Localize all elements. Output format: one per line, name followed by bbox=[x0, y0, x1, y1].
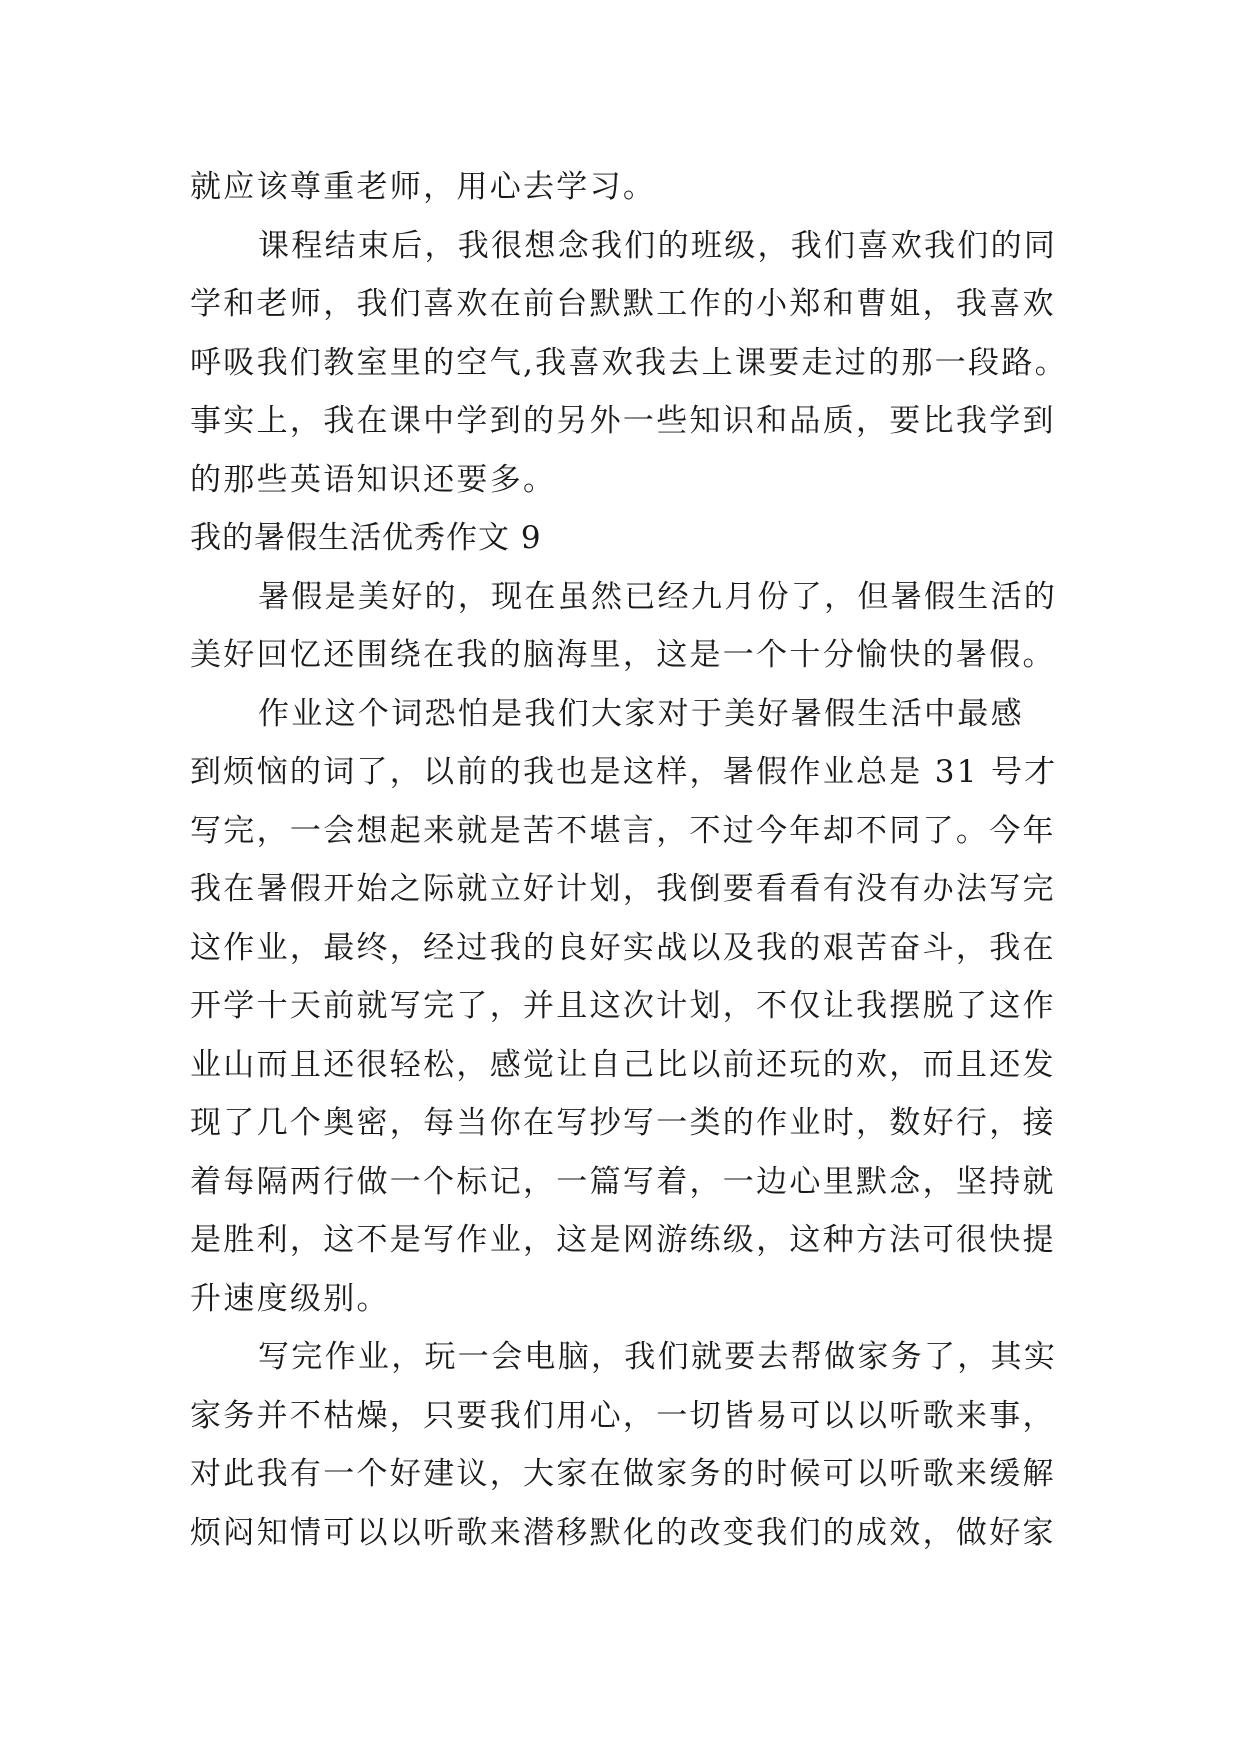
text-line: 写完，一会想起来就是苦不堪言，不过今年却不同了。今年 bbox=[190, 812, 1056, 849]
paragraph-start-line: 作业这个词恐怕是我们大家对于美好暑假生活中最感 bbox=[258, 695, 1024, 732]
text-line: 着每隔两行做一个标记，一篇写着，一边心里默念，坚持就 bbox=[190, 1163, 1056, 1200]
text-line: 事实上，我在课中学到的另外一些知识和品质，要比我学到 bbox=[190, 403, 1056, 439]
text-line: 就应该尊重老师，用心去学习。 bbox=[190, 169, 657, 205]
text-line: 呼吸我们教室里的空气,我喜欢我去上课要走过的那一段路。 bbox=[190, 344, 1068, 381]
text-line: 家务并不枯燥，只要我们用心，一切皆易可以以听歌来事， bbox=[190, 1397, 1056, 1434]
paragraph-start-line: 课程结束后，我很想念我们的班级，我们喜欢我们的同 bbox=[258, 227, 1058, 264]
text-line: 业山而且还很轻松，感觉让自己比以前还玩的欢，而且还发 bbox=[190, 1046, 1056, 1083]
document-page bbox=[190, 158, 1068, 1562]
text-line: 对此我有一个好建议，大家在做家务的时候可以听歌来缓解 bbox=[190, 1456, 1056, 1492]
text-line: 是胜利，这不是写作业，这是网游练级，这种方法可很快提 bbox=[190, 1222, 1056, 1258]
text-line: 的那些英语知识还要多。 bbox=[190, 461, 557, 498]
text-line: 到烦恼的词了，以前的我也是这样，暑假作业总是 31 号才 bbox=[190, 754, 1058, 790]
section-heading: 我的暑假生活优秀作文 9 bbox=[190, 520, 542, 556]
text-line: 学和老师，我们喜欢在前台默默工作的小郑和曹姐，我喜欢 bbox=[190, 286, 1056, 322]
text-line: 烦闷知情可以以听歌来潜移默化的改变我们的成效，做好家 bbox=[190, 1514, 1056, 1551]
text-line: 现了几个奥密，每当你在写抄写一类的作业时，数好行，接 bbox=[190, 1105, 1056, 1141]
text-line: 这作业，最终，经过我的良好实战以及我的艰苦奋斗，我在 bbox=[190, 929, 1056, 966]
text-line: 美好回忆还围绕在我的脑海里，这是一个十分愉快的暑假。 bbox=[190, 637, 1056, 673]
text-line: 开学十天前就写完了，并且这次计划，不仅让我摆脱了这作 bbox=[190, 988, 1056, 1024]
text-line: 升速度级别。 bbox=[190, 1280, 390, 1317]
paragraph-start-line: 写完作业，玩一会电脑，我们就要去帮做家务了，其实 bbox=[258, 1339, 1058, 1375]
text-line: 我在暑假开始之际就立好计划，我倒要看看有没有办法写完 bbox=[190, 871, 1056, 907]
paragraph-start-line: 暑假是美好的，现在虽然已经九月份了，但暑假生活的 bbox=[258, 578, 1058, 615]
